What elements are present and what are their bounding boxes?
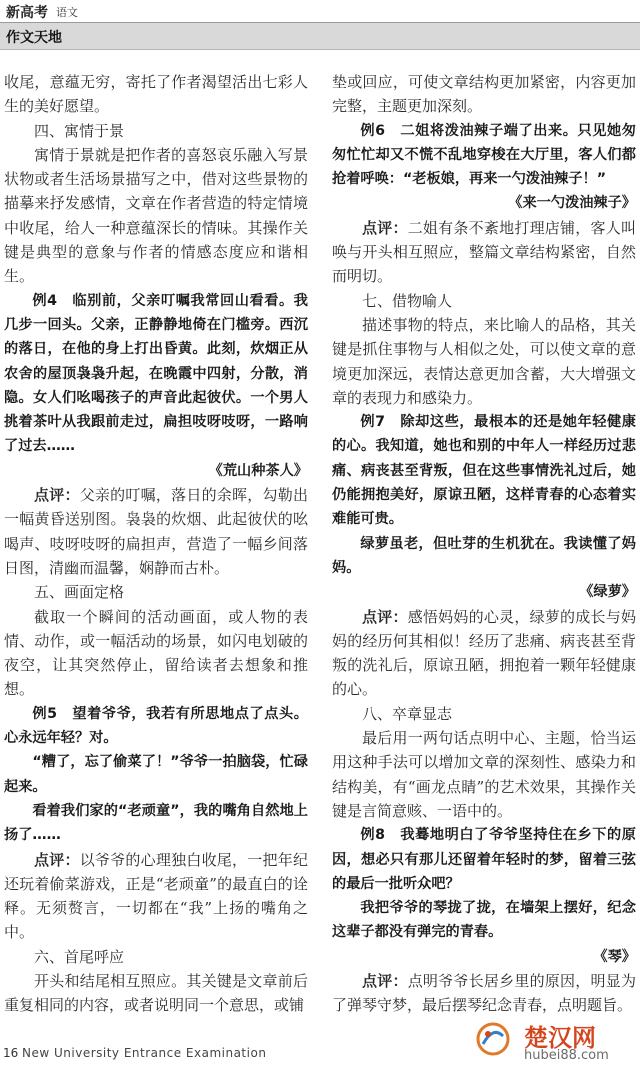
paragraph: 垫或回应，可使文章结构更加紧密，内容更加完整，主题更加深刻。 [332, 73, 636, 116]
masthead [0, 0, 640, 22]
magazine-name: 新高考 [6, 5, 48, 21]
example-text: 我蓦地明白了爷爷坚持住在乡下的原因，想必只有那儿还留着年轻时的梦，留着三弦的最后一批听众吧？ [332, 827, 636, 892]
example-label: 例7 [360, 414, 386, 431]
paragraph: 描述事物的特点，来比喻人的品格，其关键是抓住事物与人相似之处，可以使文章的意境更加深远，表情达意更加含蓄，大大增强文章的表现力和感染力。 [332, 315, 636, 407]
watermark-url: hubei88.com [524, 1048, 609, 1063]
example-source: 《来一勺泼油辣子》 [508, 195, 636, 212]
heading-7: 七、借物喻人 [362, 291, 453, 310]
heading-4: 四、寓情于景 [34, 121, 125, 140]
example-text: 望着爷爷，我若有所思地点了点头。心永远年轻？对。 [4, 705, 308, 747]
right-column [332, 70, 636, 1018]
example-text: “糟了，忘了偷菜了！”爷爷一拍脑袋，忙碌起来。 [4, 754, 308, 795]
journal-name: New University Entrance Examination [22, 1046, 267, 1060]
comment-text: 感悟妈妈的心灵，绿萝的成长与妈妈的经历何其相似！经历了悲痛、病丧甚至背叛的洗礼后，原谅丑陋，拥抱着一颗年轻健康的心。 [332, 607, 636, 699]
comment-text: 以爷爷的心理独白收尾，一把年纪还玩着偷菜游戏，正是“老顽童”的最直白的诠释。无须赘言，一切都在“我”上扬的嘴角之中。 [4, 850, 308, 942]
example-label: 例5 [32, 705, 58, 722]
watermark [476, 1018, 640, 1065]
left-column [4, 70, 308, 1018]
comment-6 [332, 216, 636, 289]
comment-text: 点明爷爷长居乡里的原因，明显为了弹琴守梦，最后摆琴纪念青春，点明题旨。 [332, 971, 636, 1015]
example-text: 除却这些，最根本的还是她年轻健康的心。我知道，她也和别的中年人一样经历过悲痛、病丧甚至背叛，但在这些事情洗礼过后，她仍能拥抱美好，原谅丑陋，这样青春的心态着实难能可贵。 [332, 414, 636, 528]
heading-5: 五、画面定格 [34, 583, 125, 602]
paragraph: 开头和结尾相互照应。其关键是文章前后重复相同的内容，或者说明同一个意思，或铺 [4, 971, 308, 1015]
comment-label: 点评： [362, 971, 408, 990]
section-bar [0, 22, 640, 50]
comment-label: 点评： [34, 850, 80, 869]
example-text: 二姐将泼油辣子端了出来。只见她匆匆忙忙却又不慌不乱地穿梭在大厅里，客人们都抢着呼唤：“老板娘，再来一勺泼油辣子！” [332, 122, 636, 188]
comment-text: 父亲的叮嘱，落日的余晖，勾勒出一幅黄昏送别图。袅袅的炊烟、此起彼伏的吆喝声、吱呀吱呀的扁担声，营造了一幅乡间落日图，清幽而温馨，娴静而古朴。 [4, 486, 308, 577]
comment-text: 二姐有条不紊地打理店铺，客人叫唤与开头相互照应，整篇文章结构紧密，自然而明切。 [332, 218, 636, 286]
example-6 [332, 119, 636, 216]
paragraph: 最后用一两句话点明中心、主题，恰当运用这种手法可以增加文章的深刻性、感染力和结构美，有“画龙点睛”的艺术效果，其操作关键是言简意赅、一语中的。 [332, 729, 636, 820]
subject-label: 语文 [56, 6, 78, 19]
example-8 [332, 823, 636, 896]
example-4 [4, 289, 308, 483]
watermark-logo-icon [476, 1022, 510, 1056]
example-label: 例8 [360, 827, 386, 844]
paragraph: 收尾，意蕴无穷，寄托了作者渴望活出七彩人生的美好愿望。 [4, 73, 308, 116]
example-7 [332, 410, 636, 531]
example-label: 例6 [360, 122, 386, 139]
example-text: 临别前，父亲叮嘱我常回山看看。我几步一回头。父亲，正静静地倚在门槛旁。西沉的落日，在他的身上打出昏黄。此刻，炊烟正从农舍的屋顶袅袅升起，在晚霞中四射，分散，消隐。女人们吆喝孩子的声音此起彼伏。一个男人挑着茶叶从我跟前走过，扁担吱呀吱呀，一路响了过去…… [4, 292, 308, 455]
example-7b [332, 532, 636, 605]
paragraph: 截取一个瞬间的活动画面，或人物的表情、动作，或一幅活动的场景，如闪电划破的夜空，让其突然停止，留给读者去想象和推想。 [4, 607, 308, 699]
watermark-name: 楚汉网 [524, 1024, 596, 1052]
comment-label: 点评： [34, 486, 80, 505]
example-text: 看着我们家的“老顽童”，我的嘴角自然地上扬了…… [4, 802, 308, 844]
example-text: 我把爷爷的琴拢了拢，在墙架上摆好，纪念这辈子都没有弹完的青春。 [332, 900, 636, 941]
heading-6: 六、首尾呼应 [34, 947, 125, 966]
heading-8: 八、卒章显志 [362, 704, 453, 723]
comment-5 [4, 848, 308, 945]
section-title: 作文天地 [6, 30, 62, 46]
example-source: 《绿萝》 [579, 584, 636, 601]
example-text: 绿萝虽老，但吐芽的生机犹在。我读懂了妈妈。 [332, 535, 636, 576]
example-5 [4, 702, 308, 751]
page-number: 16 [3, 1046, 19, 1060]
example-source: 《琴》 [593, 948, 636, 965]
comment-8 [332, 969, 636, 1018]
comment-label: 点评： [362, 218, 408, 237]
example-source: 《荒山种茶人》 [208, 462, 308, 479]
paragraph: 寓情于景就是把作者的喜怒哀乐融入写景状物或者生活场景描写之中，借对这些景物的描摹来抒发感情，文章在作者营造的特定情境中收尾，给人一种意蕴深长的情味。其操作关键是典型的意象与作者的情感态度应和谐相生。 [4, 145, 308, 286]
example-8b [332, 896, 636, 969]
comment-label: 点评： [362, 607, 408, 626]
example-label: 例4 [32, 292, 58, 309]
comment-4 [4, 483, 308, 580]
comment-7 [332, 605, 636, 702]
